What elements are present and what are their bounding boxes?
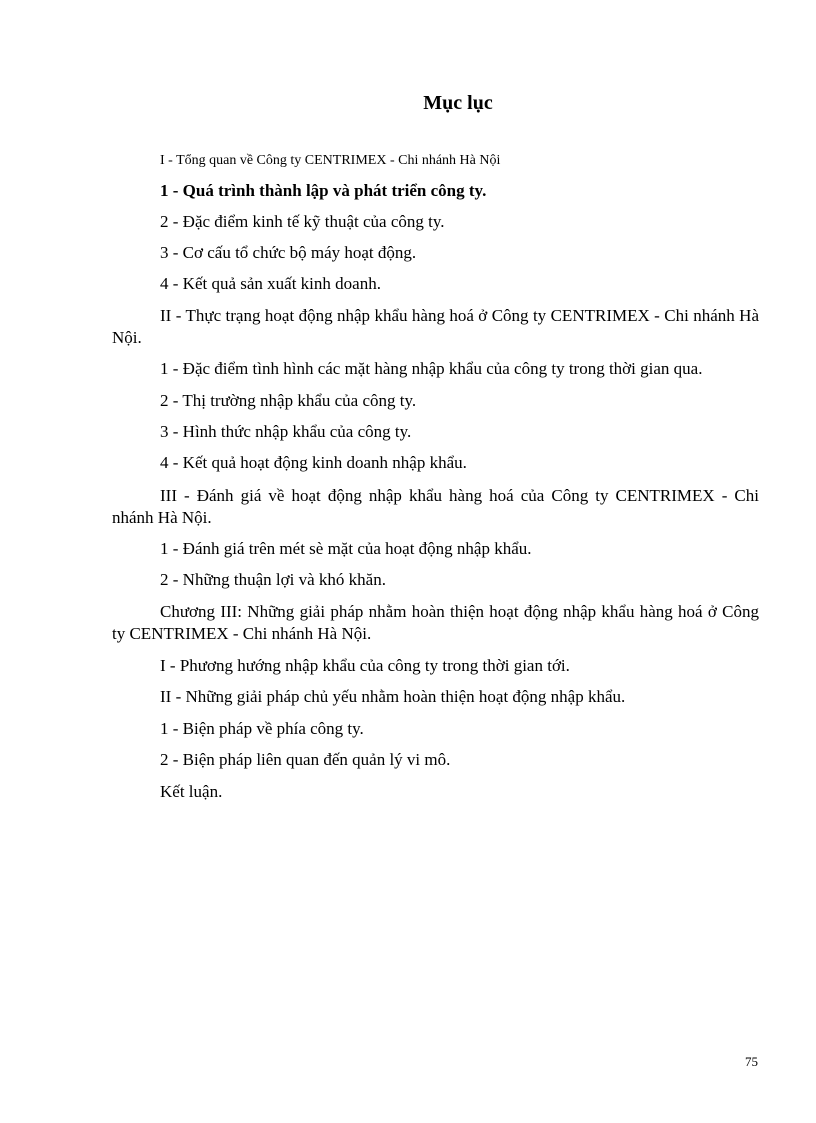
toc-entry-chapter-3: Chương III: Những giải pháp nhằm hoàn thiện hoạt động nhập khẩu hàng hoá ở Công ty CENTRIMEX - Chi nhánh Hà Nội. — [112, 602, 759, 643]
toc-entry-1-1: 1 - Quá trình thành lập và phát triển công ty. — [160, 181, 487, 200]
toc-entry-3-2: 2 - Những thuận lợi và khó khăn. — [160, 570, 386, 589]
toc-entry-conclusion: Kết luận. — [160, 782, 223, 801]
toc-entry-section-1: I - Tổng quan về Công ty CENTRIMEX - Chi nhánh Hà Nội — [160, 153, 501, 168]
toc-entry-3-1: 1 - Đánh giá trên mét sè mặt của hoạt động nhập khẩu. — [160, 539, 532, 558]
toc-entry-chapter-3-2-1: 1 - Biện pháp về phía công ty. — [160, 719, 364, 738]
toc-entry-chapter-3-section-2: II - Những giải pháp chủ yếu nhằm hoàn thiện hoạt động nhập khẩu. — [160, 687, 626, 706]
toc-entry-1-2: 2 - Đặc điểm kinh tế kỹ thuật của công ty. — [160, 212, 445, 231]
toc-entry-section-3: III - Đánh giá về hoạt động nhập khẩu hàng hoá của Công ty CENTRIMEX - Chi nhánh Hà Nội. — [112, 486, 759, 527]
toc-entry-chapter-3-section-1: I - Phương hướng nhập khẩu của công ty trong thời gian tới. — [160, 656, 570, 675]
toc-entry-2-4: 4 - Kết quả hoạt động kinh doanh nhập khẩu. — [160, 453, 467, 472]
toc-entry-1-3: 3 - Cơ cấu tổ chức bộ máy hoạt động. — [160, 243, 417, 262]
toc-entry-2-2: 2 - Thị trường nhập khẩu của công ty. — [160, 391, 417, 410]
toc-entry-chapter-3-2-2: 2 - Biện pháp liên quan đến quản lý vi mô. — [160, 750, 451, 769]
page-number: 75 — [745, 1054, 758, 1069]
toc-entry-section-2: II - Thực trạng hoạt động nhập khẩu hàng hoá ở Công ty CENTRIMEX - Chi nhánh Hà Nội. — [112, 306, 759, 347]
toc-entry-1-4: 4 - Kết quả sản xuất kinh doanh. — [160, 274, 381, 293]
page-title: Mục lục — [423, 92, 493, 114]
toc-entry-2-1: 1 - Đặc điểm tình hình các mặt hàng nhập khẩu của công ty trong thời gian qua. — [160, 359, 703, 378]
toc-entry-2-3: 3 - Hình thức nhập khẩu của công ty. — [160, 422, 412, 441]
